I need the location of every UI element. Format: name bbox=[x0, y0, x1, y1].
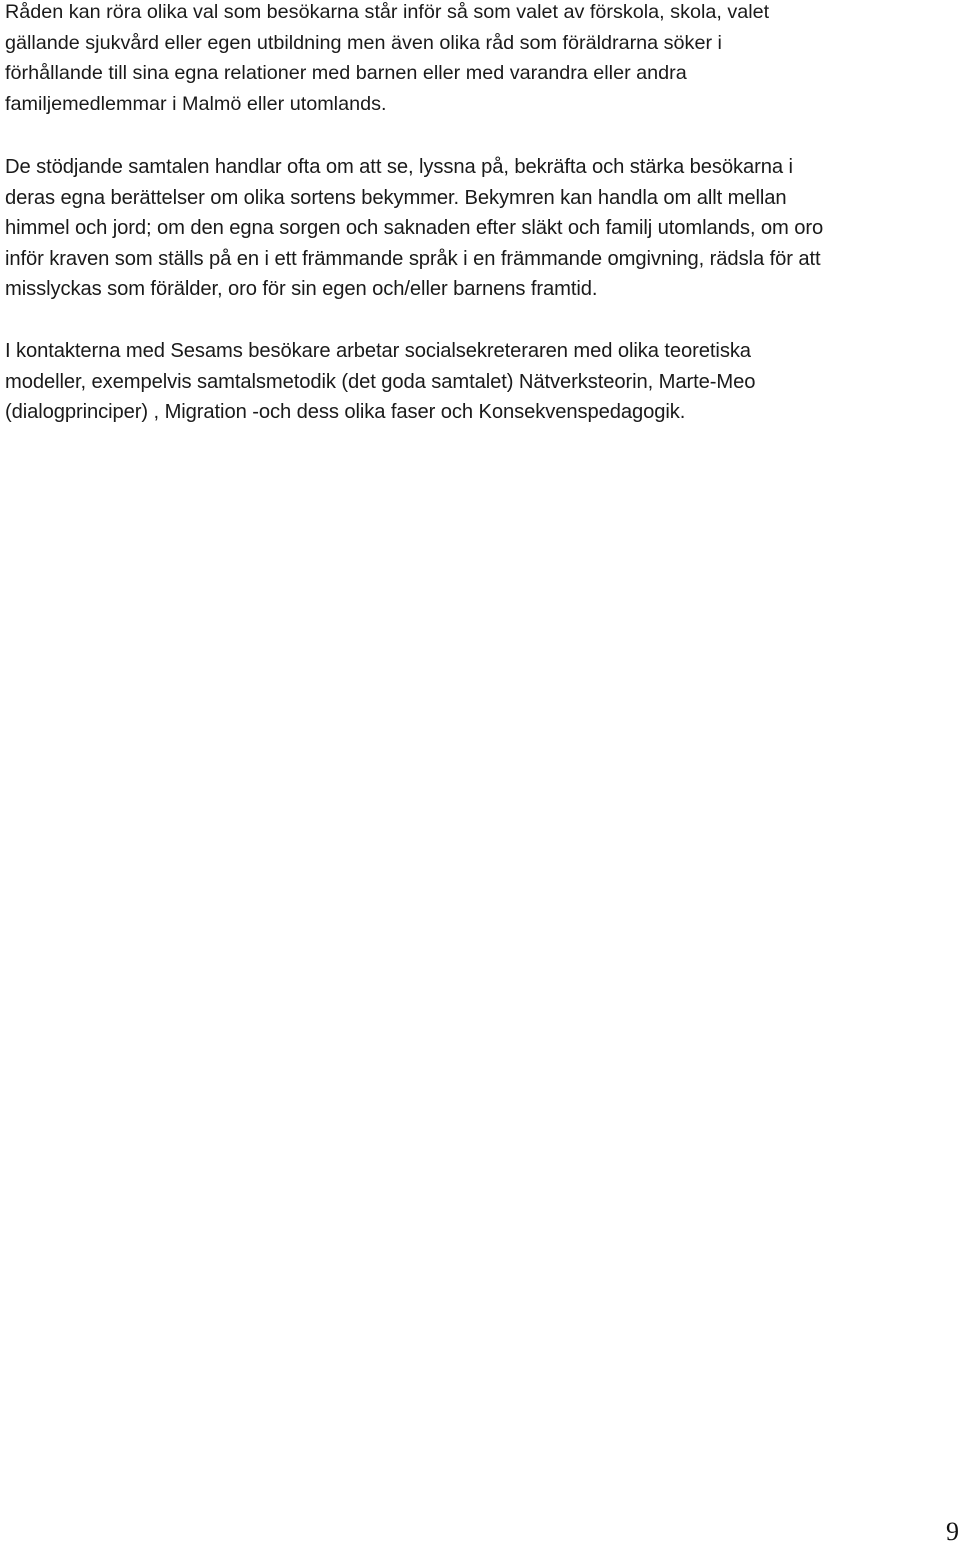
text-line: I kontakterna med Sesams besökare arbetar socialsekreteraren med olika teoretiska bbox=[5, 340, 751, 362]
text-line: förhållande till sina egna relationer med barnen eller med varandra eller andra bbox=[5, 62, 687, 85]
text-line: (dialogprinciper) , Migration -och dess olika faser och Konsekvenspedagogik. bbox=[5, 401, 686, 424]
paragraph-supportive-talks bbox=[5, 152, 823, 305]
document-page bbox=[5, 0, 960, 1546]
text-line: Råden kan röra olika val som besökarna står inför så som valet av förskola, skola, valet bbox=[5, 1, 770, 23]
text-line: familjemedlemmar i Malmö eller utomlands. bbox=[5, 92, 387, 115]
page-number: 9 bbox=[946, 1517, 959, 1546]
text-line: deras egna berättelser om olika sortens bekymmer. Bekymren kan handla om allt mellan bbox=[5, 186, 787, 209]
paragraph-methods bbox=[5, 336, 755, 428]
text-line: himmel och jord; om den egna sorgen och saknaden efter släkt och familj utomlands, om oro bbox=[5, 217, 824, 240]
text-line: modeller, exempelvis samtalsmetodik (det goda samtalet) Nätverksteorin, Marte-Meo bbox=[5, 370, 756, 393]
text-line: gällande sjukvård eller egen utbildning men även olika råd som föräldrarna söker i bbox=[5, 31, 722, 54]
text-line: inför kraven som ställs på en i ett främmande språk i en främmande omgivning, rädsla för att bbox=[5, 247, 821, 270]
paragraph-advice bbox=[5, 0, 769, 119]
text-line: De stödjande samtalen handlar ofta om att se, lyssna på, bekräfta och stärka besökarna i bbox=[5, 156, 793, 178]
text-line: misslyckas som förälder, oro för sin egen och/eller barnens framtid. bbox=[5, 278, 598, 301]
